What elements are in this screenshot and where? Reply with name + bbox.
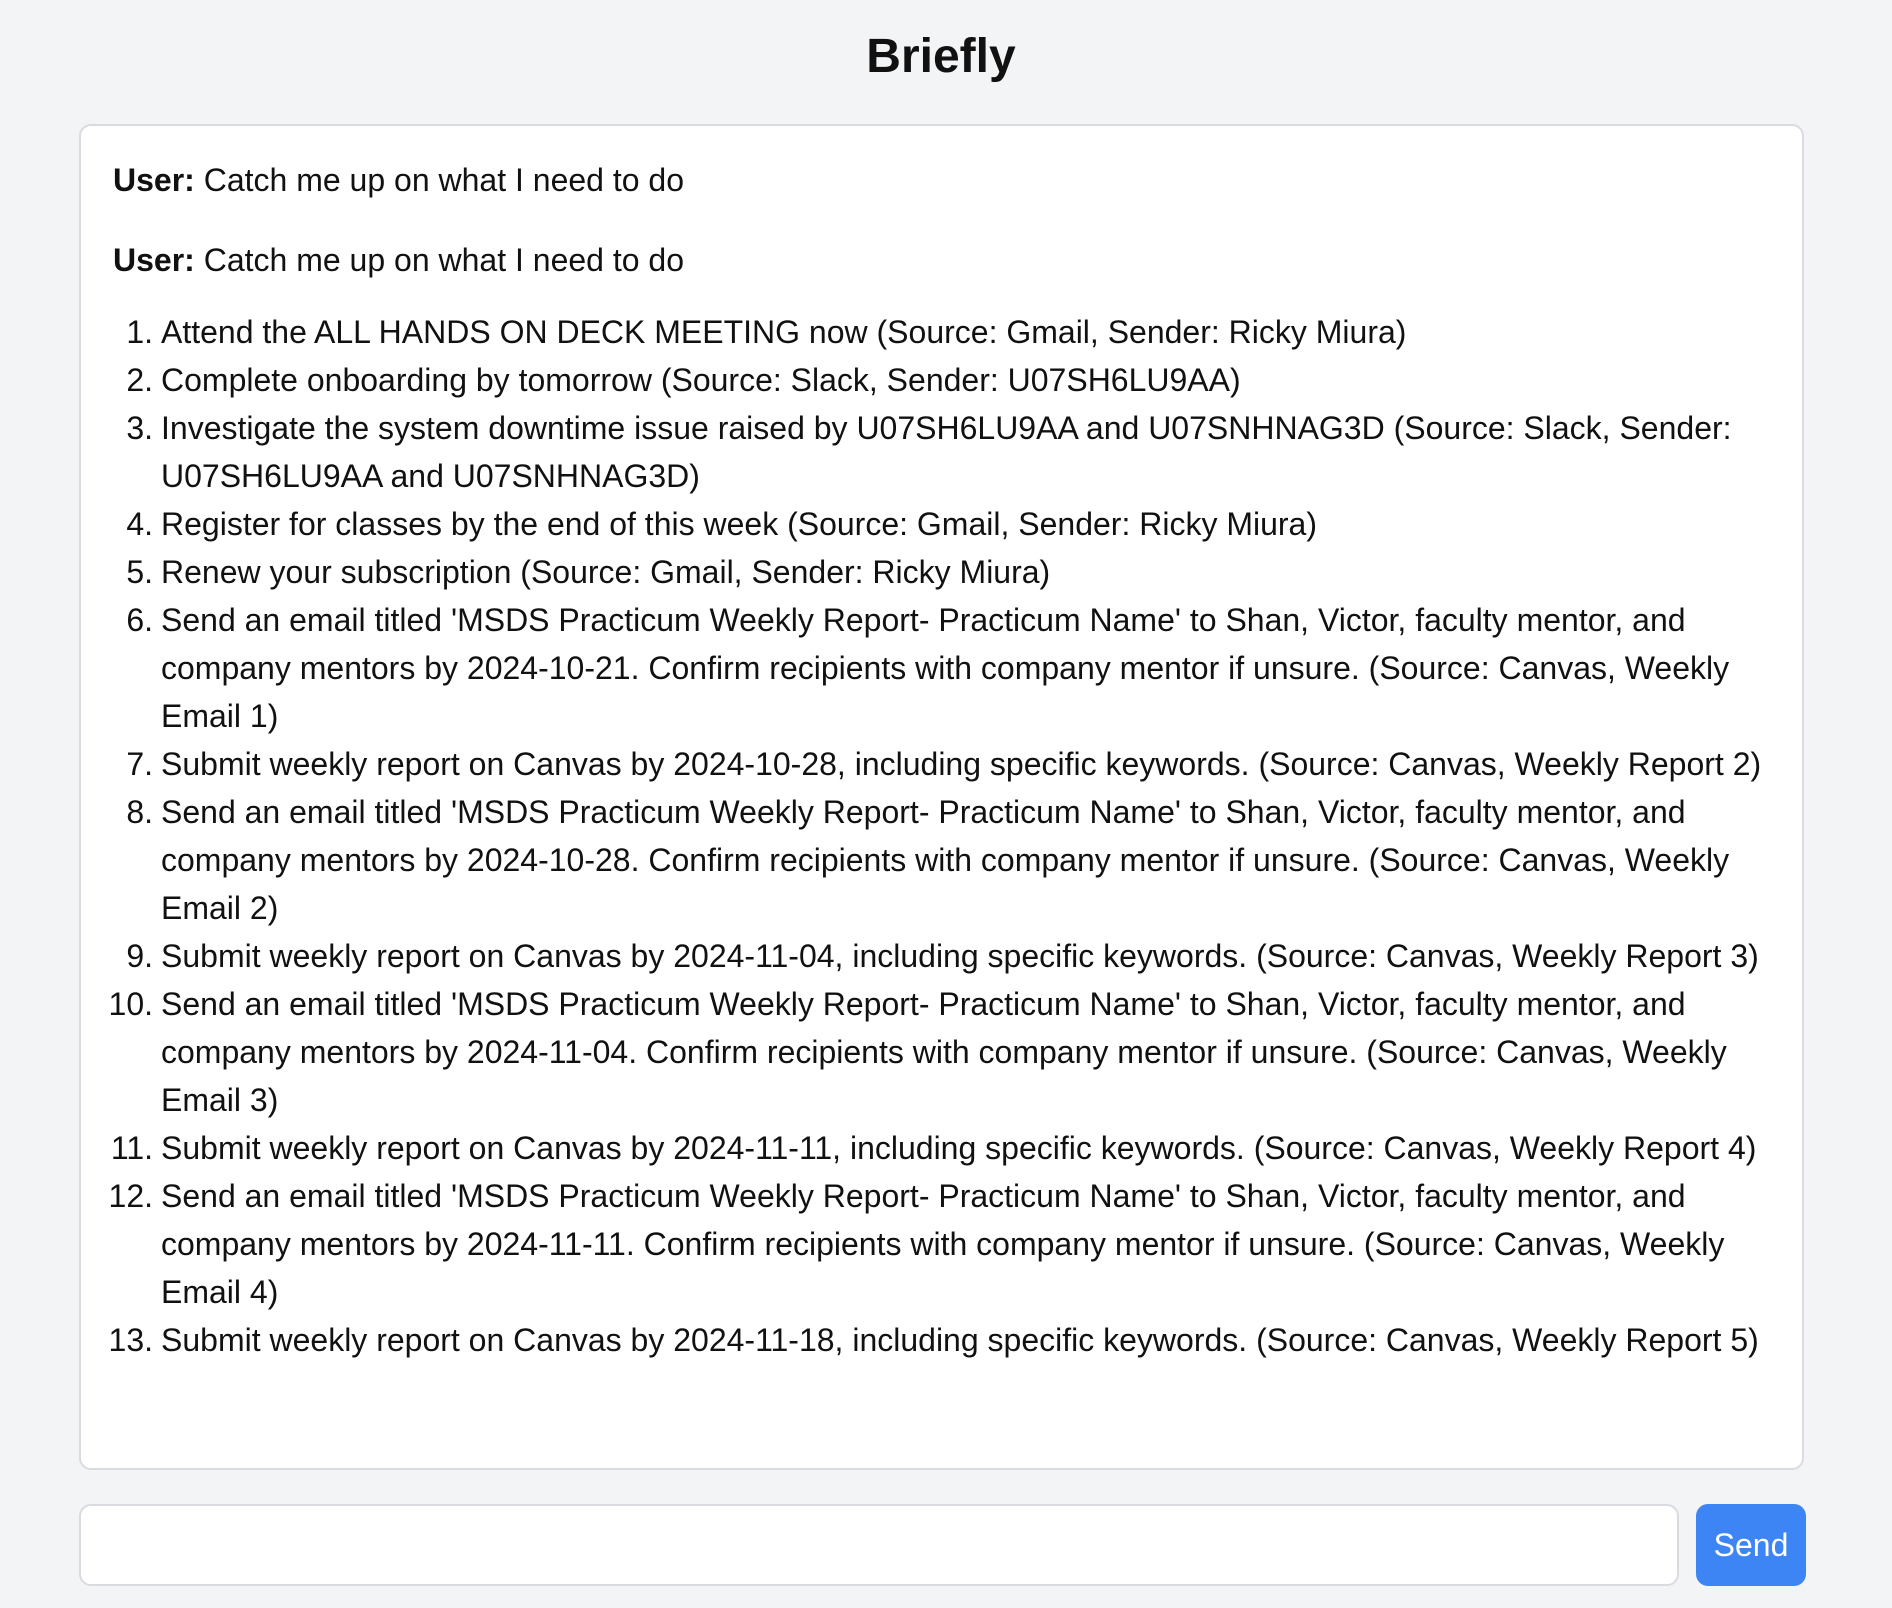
message-speaker: User:: [113, 162, 195, 198]
task-text: Register for classes by the end of this week (Source: Gmail, Sender: Ricky Miura): [161, 506, 1317, 542]
assistant-message: [108, 308, 1770, 1364]
task-item: [113, 788, 1770, 932]
task-item: [113, 548, 1770, 596]
task-number: 7.: [126, 746, 153, 782]
task-number: 9.: [126, 938, 153, 974]
task-text: Submit weekly report on Canvas by 2024-11-11, including specific keywords. (Source: Canvas, Weekly Report 4): [161, 1130, 1757, 1166]
task-text: Send an email titled 'MSDS Practicum Weekly Report- Practicum Name' to Shan, Victor, faculty mentor, and company mentors by 2024-11-11. Confirm recipients with company mentor if unsure. (Source: Canvas, Weekly Email 4): [161, 1178, 1725, 1310]
task-text: Send an email titled 'MSDS Practicum Weekly Report- Practicum Name' to Shan, Victor, faculty mentor, and company mentors by 2024-11-04. Confirm recipients with company mentor if unsure. (Source: Canvas, Weekly Email 3): [161, 986, 1727, 1118]
task-item: [113, 356, 1770, 404]
message-speaker: User:: [113, 242, 195, 278]
task-text: Submit weekly report on Canvas by 2024-11-18, including specific keywords. (Source: Canvas, Weekly Report 5): [161, 1322, 1759, 1358]
send-button[interactable]: Send: [1696, 1504, 1806, 1586]
task-text: Renew your subscription (Source: Gmail, Sender: Ricky Miura): [161, 554, 1051, 590]
chat-panel[interactable]: [79, 124, 1804, 1470]
task-text: Submit weekly report on Canvas by 2024-11-04, including specific keywords. (Source: Canvas, Weekly Report 3): [161, 938, 1759, 974]
message-input[interactable]: [79, 1504, 1679, 1586]
task-number: 3.: [126, 410, 153, 446]
task-item: [108, 1316, 1770, 1364]
user-message: [113, 236, 1770, 284]
task-text: Attend the ALL HANDS ON DECK MEETING now (Source: Gmail, Sender: Ricky Miura): [161, 314, 1407, 350]
task-text: Complete onboarding by tomorrow (Source: Slack, Sender: U07SH6LU9AA): [161, 362, 1241, 398]
task-item: [113, 500, 1770, 548]
task-number: 1.: [126, 314, 153, 350]
task-item: [113, 932, 1770, 980]
task-text: Investigate the system downtime issue raised by U07SH6LU9AA and U07SNHNAG3D (Source: Slack, Sender: U07SH6LU9AA and U07SNHNAG3D): [161, 410, 1732, 494]
message-text: Catch me up on what I need to do: [203, 162, 685, 198]
task-number: 5.: [126, 554, 153, 590]
task-item: [108, 1172, 1770, 1316]
task-item: [110, 1124, 1770, 1172]
task-item: [113, 740, 1770, 788]
app-title: Briefly: [866, 30, 1016, 83]
task-number: 8.: [126, 794, 153, 830]
task-number: 6.: [126, 602, 153, 638]
task-item: [113, 596, 1770, 740]
task-text: Send an email titled 'MSDS Practicum Weekly Report- Practicum Name' to Shan, Victor, faculty mentor, and company mentors by 2024-10-28. Confirm recipients with company mentor if unsure. (Source: Canvas, Weekly Email 2): [161, 794, 1730, 926]
task-text: Submit weekly report on Canvas by 2024-10-28, including specific keywords. (Source: Canvas, Weekly Report 2): [161, 746, 1762, 782]
task-number: 4.: [126, 506, 153, 542]
user-message: [113, 156, 1770, 204]
task-number: 2.: [126, 362, 153, 398]
chat-scroll-area[interactable]: [81, 126, 1802, 1468]
task-number: 11.: [110, 1130, 153, 1166]
message-text: Catch me up on what I need to do: [203, 242, 685, 278]
task-list: [108, 308, 1770, 1364]
task-text: Send an email titled 'MSDS Practicum Weekly Report- Practicum Name' to Shan, Victor, faculty mentor, and company mentors by 2024-10-21. Confirm recipients with company mentor if unsure. (Source: Canvas, Weekly Email 1): [161, 602, 1730, 734]
task-number: 10.: [108, 986, 153, 1022]
task-number: 12.: [108, 1178, 153, 1214]
task-item: [113, 404, 1770, 500]
task-item: [113, 308, 1770, 356]
task-number: 13.: [108, 1322, 153, 1358]
task-item: [108, 980, 1770, 1124]
